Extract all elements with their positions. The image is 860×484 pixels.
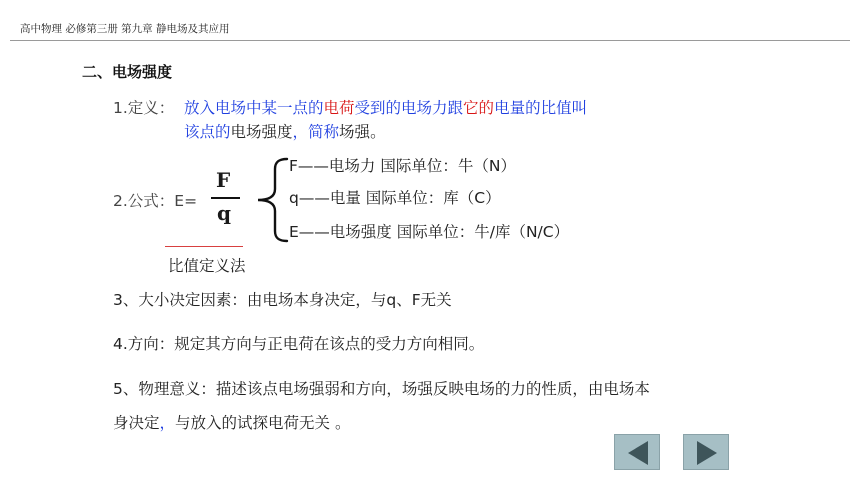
- fraction-bar: [211, 197, 240, 199]
- formula-item-force: F——电场力 国际单位：牛（N）: [289, 157, 516, 175]
- point-5-text: 身决定: [113, 414, 160, 432]
- definition-text: 放入电场中某一点的: [184, 99, 324, 117]
- definition-term: 电场强度: [230, 123, 293, 141]
- definition-text: 电量的比值叫: [494, 99, 588, 117]
- definition-text-its: 它的: [463, 99, 495, 117]
- header-divider: [10, 40, 850, 41]
- triangle-left-icon: [615, 435, 661, 471]
- point-5-line-2: [113, 411, 350, 433]
- definition-label: 1.定义：: [113, 99, 175, 117]
- formula-item-charge: q——电量 国际单位：库（C）: [289, 189, 501, 207]
- definition-line-1: [184, 96, 587, 118]
- definition-line-2: [184, 120, 386, 142]
- note-underline: [165, 246, 243, 247]
- point-5-comma: ，: [159, 414, 176, 432]
- formula-label: 2.公式：E=: [113, 192, 198, 210]
- formula-note: 比值定义法: [168, 257, 246, 275]
- definition-text-charge: 电荷: [323, 99, 355, 117]
- previous-slide-button[interactable]: [614, 434, 660, 470]
- definition-text: 该点的: [184, 123, 231, 141]
- formula-denominator: q: [217, 201, 231, 225]
- definition-short-term: 场强: [339, 123, 371, 141]
- curly-brace-icon: [254, 157, 290, 243]
- definition-text: ，简称: [292, 123, 340, 141]
- point-5-text: 与放入的试探电荷无关 。: [175, 414, 351, 432]
- next-slide-button[interactable]: [683, 434, 729, 470]
- definition-text: 受到的电场力跟: [354, 99, 464, 117]
- formula-item-field: E——电场强度 国际单位：牛/库（N/C）: [289, 223, 570, 241]
- point-4: 4.方向：规定其方向与正电荷在该点的受力方向相同。: [113, 335, 485, 353]
- point-5-line-1: 5、物理意义：描述该点电场强弱和方向，场强反映电场的力的性质，由电场本: [113, 380, 650, 398]
- point-3: 3、大小决定因素：由电场本身决定，与q、F无关: [113, 291, 452, 309]
- triangle-right-icon: [684, 435, 730, 471]
- header-title: 高中物理 必修第三册 第九章 静电场及其应用: [20, 23, 230, 35]
- section-title: 二、电场强度: [82, 63, 173, 81]
- formula-numerator: F: [216, 168, 231, 192]
- definition-period: 。: [370, 123, 386, 141]
